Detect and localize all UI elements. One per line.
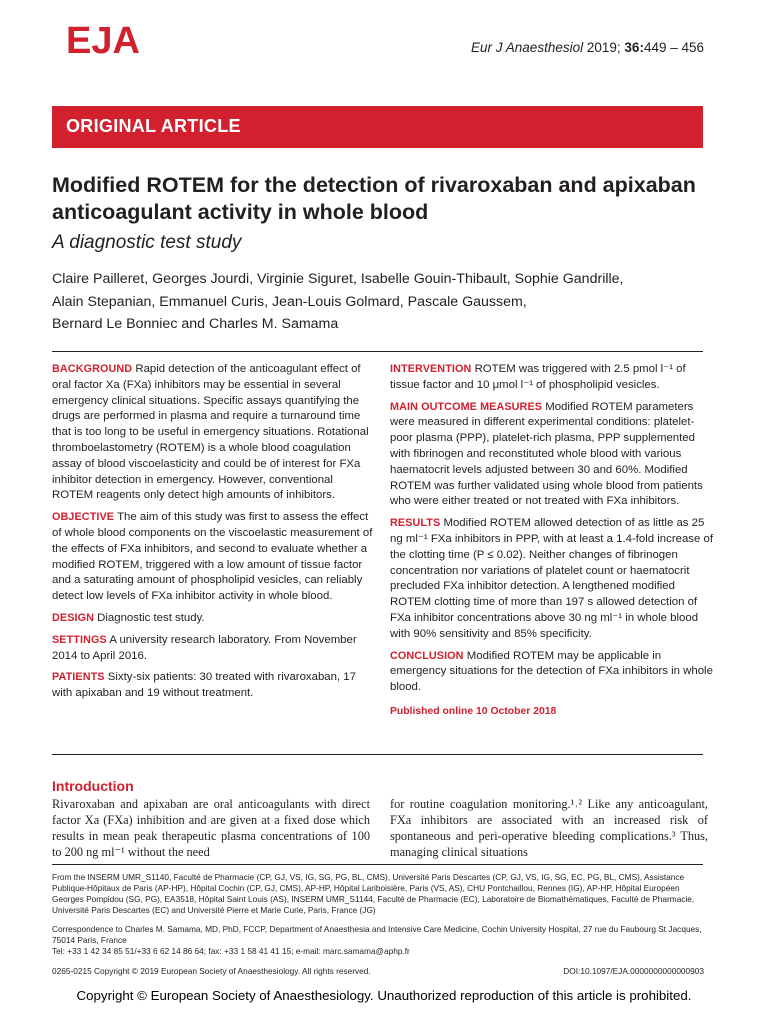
correspondence-address: Correspondence to Charles M. Samama, MD, PhD, FCCP, Department of Anaesthesia and Intensive Care Medicine, Cochin University Hospital, 27 rue du Faubourg St Jacques, 75014 Paris, France [52, 924, 702, 945]
abstract-bottom-rule [52, 754, 703, 755]
section-label: CONCLUSION [390, 649, 464, 662]
section-label: OBJECTIVE [52, 511, 115, 524]
affiliations: From the INSERM UMR_S1140, Faculté de Pharmacie (CP, GJ, VS, IG, SG, PG, BL, CMS), Université Paris Descartes (CP, GJ, VS, IG, SG, EC, PG, BL, CMS), Assistance Publique-Hôpitaux de Paris (AP-HP), Hôpital Cochin (CP, GJ, CMS), AP-HP, Hôpital Lariboisière, Paris (VS, AS), CHU Pontchaillou, Rennes (IG), AP-HP, Hôpital Européen Georges Pompidou (SG, PG), EA3518, Hôpital Saint Louis (AS), INSERM UMR_S1144, Faculté de Pharmacie (EC), Laboratoire de Biomathématiques, Faculté de Pharmacie, Université Paris Descartes (EC) and Université Pierre et Marie Curie, Paris, France (JG) [52, 872, 695, 915]
abstract-settings [52, 633, 376, 665]
abstract-right-column [390, 362, 714, 720]
published-online: Published online 10 October 2018 [390, 705, 557, 717]
section-text: A university research laboratory. From November 2014 to April 2016. [52, 633, 357, 662]
abstract-intervention [390, 362, 714, 394]
doi: DOI:10.1097/EJA.0000000000000903 [563, 966, 704, 976]
article-type-label: ORIGINAL ARTICLE [66, 116, 241, 136]
author-line: Alain Stepanian, Emmanuel Curis, Jean-Louis Golmard, Pascale Gaussem, [52, 293, 527, 310]
abstract-top-rule [52, 351, 703, 352]
citation-pages: 449 – 456 [643, 40, 704, 55]
citation-year: 2019; [586, 40, 621, 55]
correspondence-contact: Tel: +33 1 42 34 85 51/+33 6 62 14 86 64; fax: +33 1 58 41 41 15; e-mail: marc.samama@aphp.fr [52, 946, 410, 956]
abstract-design [52, 611, 376, 627]
abstract-patients [52, 670, 376, 702]
section-label: DESIGN [52, 611, 94, 624]
introduction-heading: Introduction [52, 778, 134, 794]
section-text: Modified ROTEM parameters were measured in different experimental conditions: platelet-poor plasma (PPP), platelet-rich plasma, PPP supplemented with fibrinogen and reconstituted whole blood with various haematocrit levels adjusted between 30 and 60%. Modified ROTEM was further validated using whole blood from patients who were either treated or not treated with FXa inhibitors. [390, 400, 703, 508]
section-text: Sixty-six patients: 30 treated with rivaroxaban, 17 with apixaban and 19 without treatment. [52, 671, 356, 700]
issn-copyright: 0265-0215 Copyright © 2019 European Society of Anaesthesiology. All rights reserved. [52, 966, 371, 976]
copyright-notice: Copyright © European Society of Anaesthesiology. Unauthorized reproduction of this article is prohibited. [76, 988, 692, 1003]
section-label: BACKGROUND [52, 363, 133, 375]
section-text: Modified ROTEM allowed detection of as little as 25 ng ml⁻¹ FXa inhibitors in PPP, with at least a 1.4-fold increase of the clotting time (P ≤ 0.02). Neither changes of fibrinogen concentration nor variations of platelet count or haematocrit precluded FXa inhibitor detection. A lengthened modified ROTEM clotting time of more than 197 s allowed detection of FXa inhibitor concentrations above 30 ng ml⁻¹ in whole blood with 90% sensitivity and 85% specificity. [390, 517, 713, 640]
article-title: Modified ROTEM for the detection of rivaroxaban and apixaban anticoagulant activity in whole blood [52, 173, 696, 224]
footnote-rule [52, 864, 703, 865]
abstract-background [52, 362, 376, 504]
author-line: Claire Pailleret, Georges Jourdi, Virginie Siguret, Isabelle Gouin-Thibault, Sophie Gandrille, [52, 271, 624, 287]
journal-logo: EJA [66, 20, 140, 62]
section-label: SETTINGS [52, 633, 107, 646]
abstract-left-column [52, 362, 376, 708]
section-text: Diagnostic test study. [97, 611, 205, 624]
journal-name: Eur J Anaesthesiol [471, 40, 584, 55]
author-list [52, 268, 722, 336]
section-label: MAIN OUTCOME MEASURES [390, 400, 543, 413]
citation [471, 40, 704, 55]
section-label: RESULTS [390, 517, 441, 530]
section-label: PATIENTS [52, 671, 105, 684]
abstract-conclusion [390, 649, 714, 696]
introduction-left-text: Rivaroxaban and apixaban are oral anticoagulants with direct factor Xa (FXa) inhibition and are given at a fixed dose which results in mean peak therapeutic plasma concentrations of 100 to 200 ng ml⁻¹ without the need [52, 797, 370, 859]
abstract-results [390, 516, 714, 642]
section-text: The aim of this study was first to assess the effect of whole blood components on the viscoelastic measurement of the effects of FXa inhibitors, and second to evaluate whether a modified ROTEM, triggered with a low amount of tissue factor and a saturating amount of phospholipid vesicles, can reliably detect low levels of FXa inhibitor activity in whole blood. [52, 511, 373, 603]
section-label: INTERVENTION [390, 363, 472, 375]
introduction-right-text: for routine coagulation monitoring.¹˒² Like any anticoagulant, FXa inhibitors are associated with an increased risk of spontaneous and peri-operative bleeding complications.³ Thus, managing clinical situations [390, 797, 708, 859]
correspondence [52, 924, 707, 957]
author-line: Bernard Le Bonniec and Charles M. Samama [52, 316, 339, 332]
section-text: Modified ROTEM may be applicable in emergency situations for the detection of FXa inhibitors in whole blood. [390, 649, 713, 694]
section-text: Rapid detection of the anticoagulant effect of oral factor Xa (FXa) inhibitors may be essential in several emergency clinical situations. Specific assays quantifying the drugs are performed in plasma and require a turnaround time that is too long to be useful in emergency situations. Rotational thromboelastometry (ROTEM) is a whole blood coagulation assay of blood viscoelasticity and could be of interest for FXa inhibitor detection in emergency. However, conventional ROTEM reagents only detect high amounts of inhibitors. [52, 363, 369, 502]
article-type-banner [52, 106, 703, 148]
citation-volume: 36: [624, 40, 644, 55]
abstract-objective [52, 510, 376, 605]
article-subtitle: A diagnostic test study [52, 232, 242, 253]
section-text: ROTEM was triggered with 2.5 pmol l⁻¹ of tissue factor and 10 μmol l⁻¹ of phospholipid vesicles. [390, 363, 686, 391]
abstract-main-outcome [390, 400, 714, 511]
